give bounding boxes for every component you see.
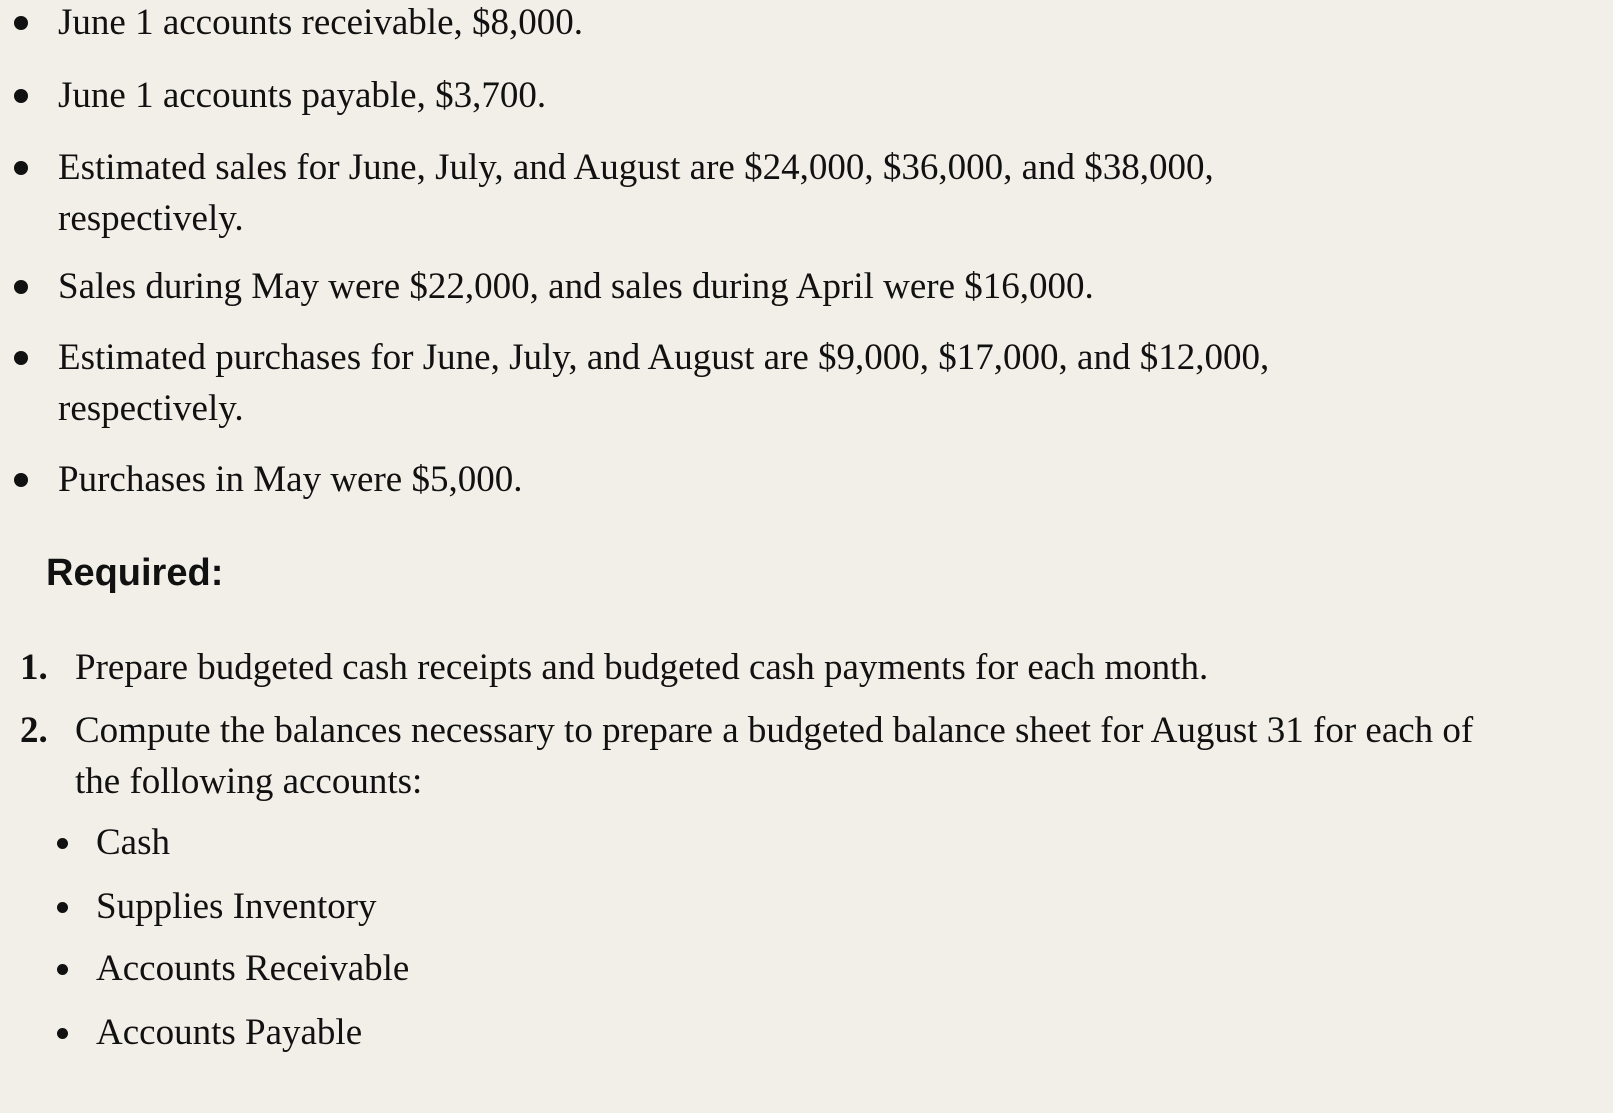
account-text: Cash bbox=[96, 822, 170, 863]
fact-text: Estimated purchases for June, July, and August are $9,000, $17,000, and $12,000, respectively. bbox=[58, 337, 1270, 429]
item-number: 1. bbox=[20, 647, 48, 688]
item-text: Prepare budgeted cash receipts and budgeted cash payments for each month. bbox=[75, 647, 1209, 688]
required-item bbox=[0, 705, 1500, 807]
item-text: Compute the balances necessary to prepare a budgeted balance sheet for August 31 for each of the following accounts: bbox=[75, 710, 1474, 802]
fact-item bbox=[0, 0, 1500, 48]
account-item bbox=[0, 817, 1500, 868]
bullet-icon bbox=[14, 280, 28, 294]
fact-item bbox=[0, 332, 1460, 434]
fact-item bbox=[0, 261, 1500, 312]
account-text: Supplies Inventory bbox=[96, 886, 377, 927]
fact-item bbox=[0, 142, 1400, 244]
fact-item bbox=[0, 454, 1500, 505]
account-item bbox=[0, 943, 1500, 994]
bullet-icon bbox=[14, 161, 28, 175]
account-item bbox=[0, 881, 1500, 932]
account-item bbox=[0, 1007, 1500, 1058]
bullet-icon bbox=[14, 351, 28, 365]
account-text: Accounts Payable bbox=[96, 1012, 363, 1053]
required-item bbox=[0, 642, 1500, 693]
fact-text: June 1 accounts receivable, $8,000. bbox=[58, 2, 584, 43]
bullet-icon bbox=[57, 838, 68, 849]
fact-text: June 1 accounts payable, $3,700. bbox=[58, 75, 547, 116]
bullet-icon bbox=[14, 16, 28, 30]
fact-text: Estimated sales for June, July, and August are $24,000, $36,000, and $38,000, respectively. bbox=[58, 147, 1214, 239]
bullet-icon bbox=[14, 473, 28, 487]
bullet-icon bbox=[14, 89, 28, 103]
bullet-icon bbox=[57, 964, 68, 975]
bullet-icon bbox=[57, 902, 68, 913]
account-text: Accounts Receivable bbox=[96, 948, 410, 989]
fact-text: Purchases in May were $5,000. bbox=[58, 459, 523, 500]
fact-text: Sales during May were $22,000, and sales during April were $16,000. bbox=[58, 266, 1094, 307]
required-heading: Required: bbox=[46, 552, 224, 594]
bullet-icon bbox=[57, 1028, 68, 1039]
item-number: 2. bbox=[20, 710, 48, 751]
fact-item bbox=[0, 70, 1500, 121]
